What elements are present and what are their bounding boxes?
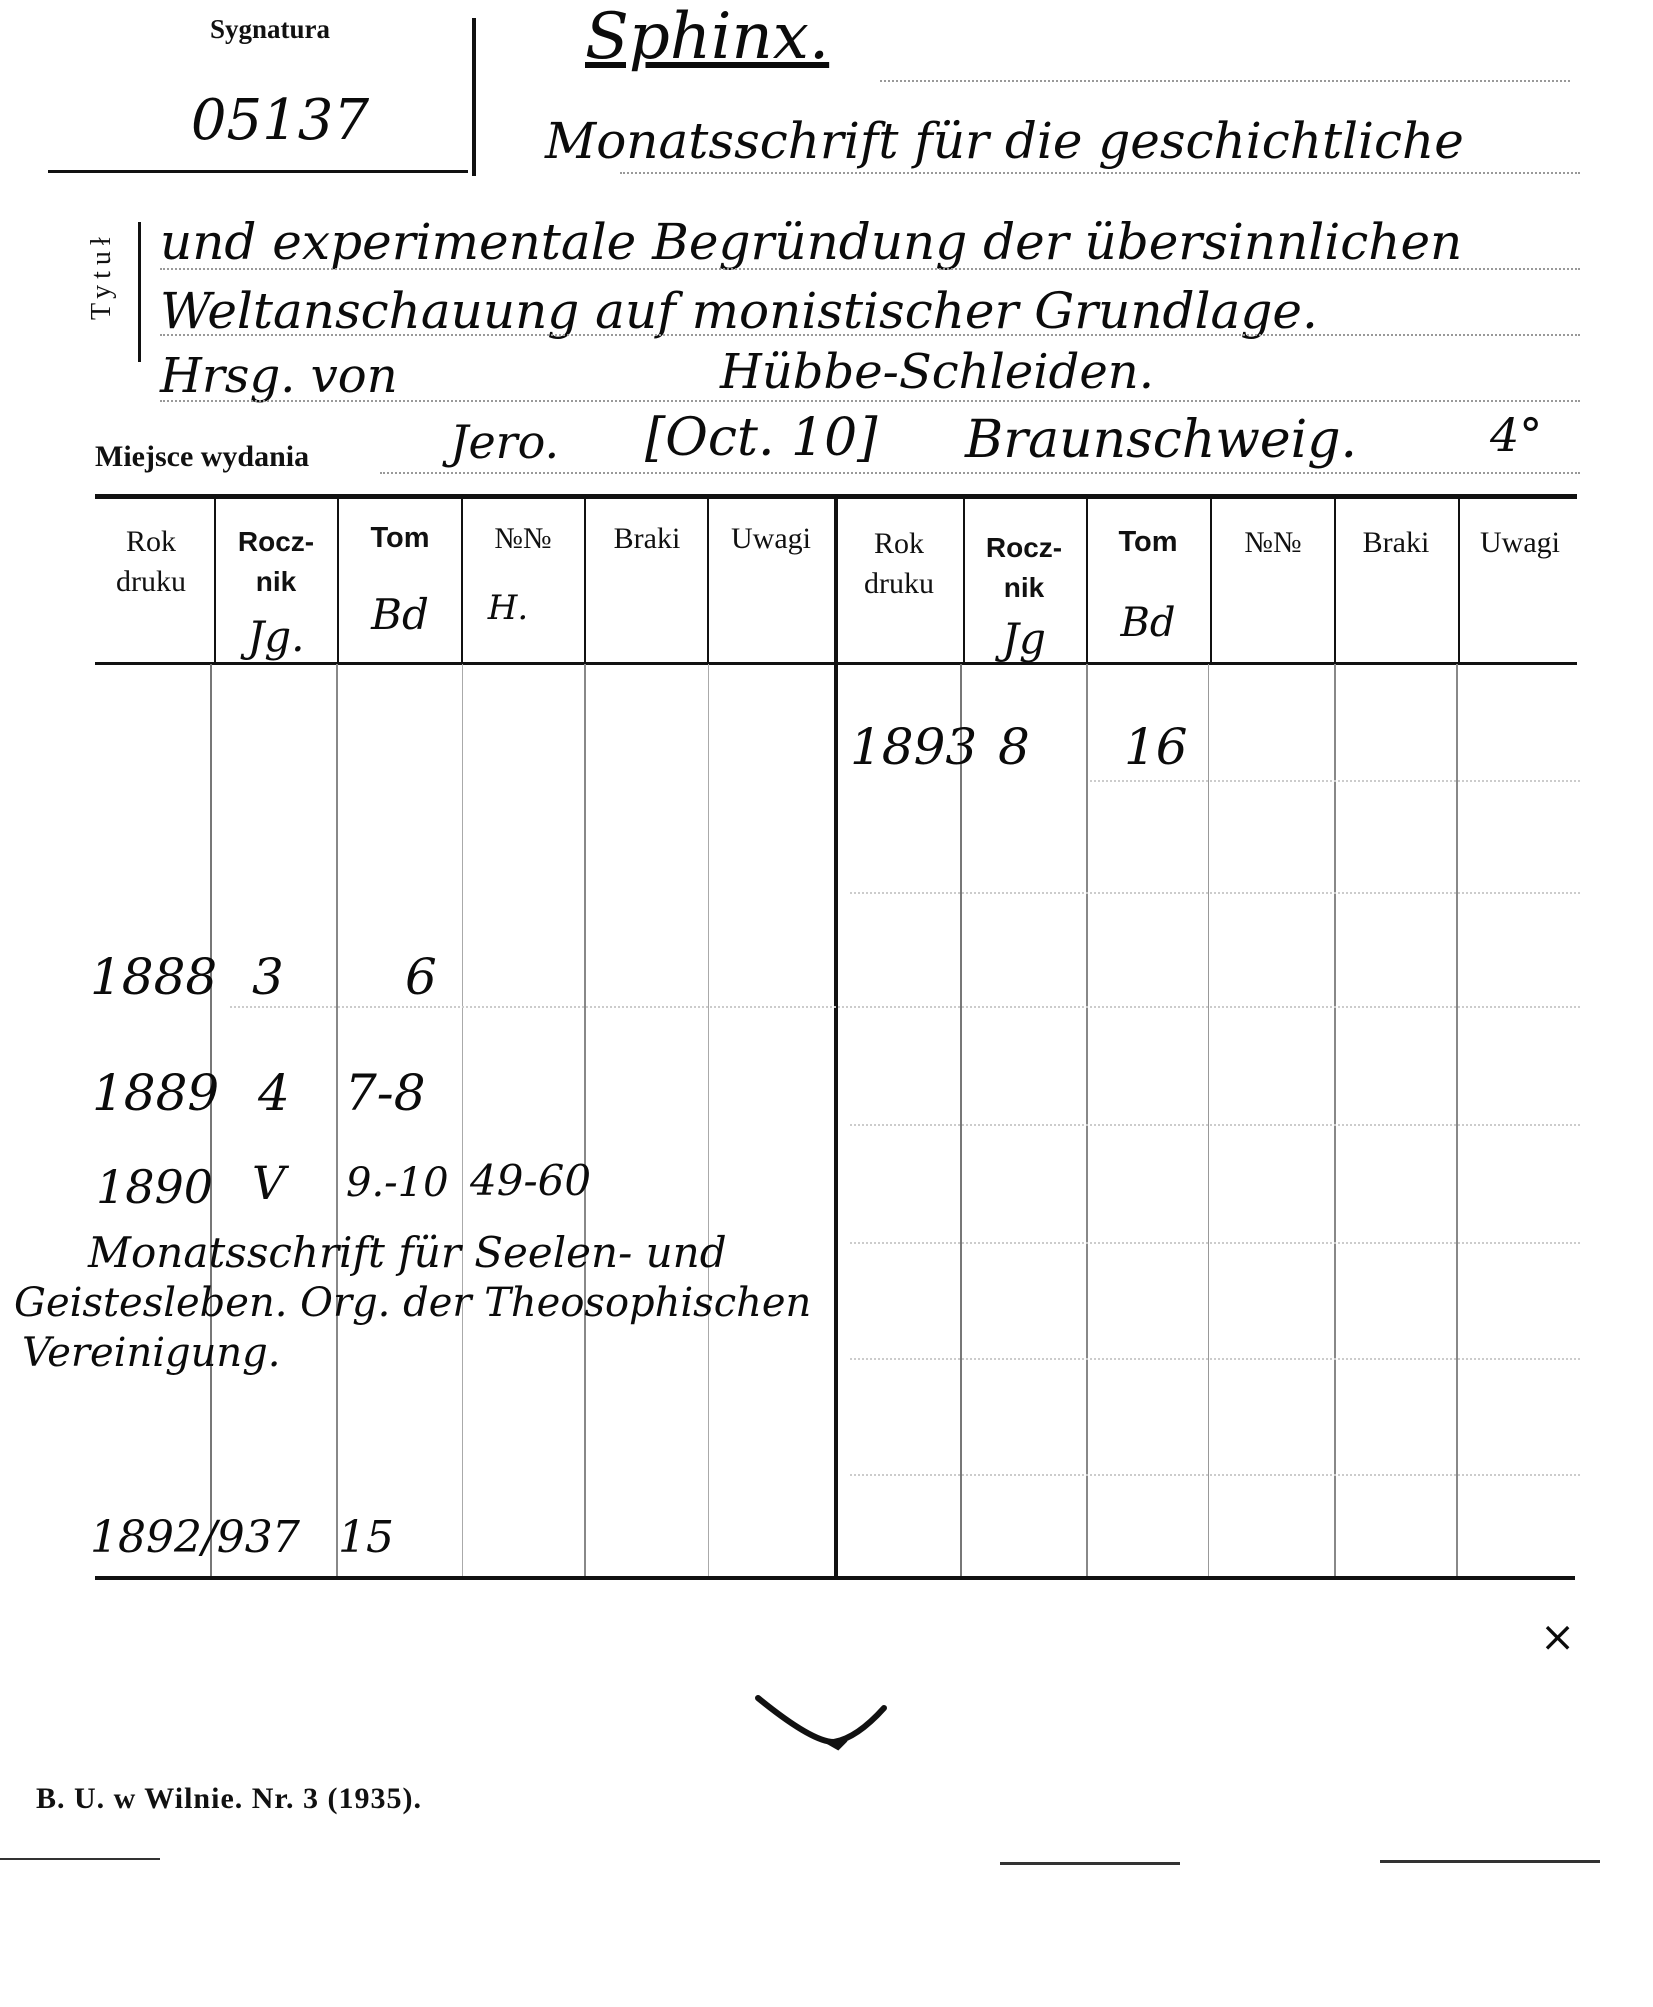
row-rocznik: 8: [998, 718, 1030, 776]
column-separator: [1334, 498, 1336, 664]
col-header-tom-hw-right: Bd: [1120, 600, 1176, 646]
guide-line: [620, 172, 1580, 174]
row-guide: [850, 1124, 1580, 1126]
column-separator: [337, 498, 339, 664]
col-header-tom: Tom: [370, 522, 430, 554]
row-rok: 1893: [850, 718, 978, 776]
body-separator: [960, 664, 962, 1576]
guide-line: [160, 400, 1580, 402]
col-header-rok-druku: Rok druku: [116, 525, 186, 598]
row-tom: 16: [1124, 718, 1188, 776]
row-guide: [850, 1474, 1580, 1476]
row-guide: [850, 892, 1580, 894]
row-rok: 1890: [96, 1160, 214, 1214]
row-rok: 1892/93: [90, 1512, 273, 1563]
title-line-4: Hrsg. von: [160, 348, 398, 404]
row-guide: [1090, 780, 1580, 782]
body-separator: [336, 664, 338, 1576]
col-header-rocznik-hw-right: Jg: [1002, 614, 1046, 663]
note-line-1: Monatsschrift für Seelen- und: [88, 1228, 727, 1277]
title-editor: Hübbe-Schleiden.: [720, 344, 1154, 400]
row-rok: 1889: [92, 1064, 220, 1122]
column-separator: [584, 498, 586, 664]
bottom-edge-line: [1380, 1860, 1600, 1863]
guide-line: [160, 334, 1580, 336]
column-separator: [214, 498, 216, 664]
check-mark-icon: [752, 1690, 892, 1760]
tytul-bracket: [138, 222, 141, 362]
body-separator: [584, 664, 586, 1576]
col-header-numery-hw: H.: [487, 588, 529, 628]
row-numery: 49-60: [470, 1156, 592, 1205]
note-line-3: Vereinigung.: [22, 1330, 281, 1376]
guide-line: [160, 268, 1580, 270]
bottom-edge-line: [1000, 1862, 1180, 1865]
miejsce-format: 4°: [1490, 408, 1543, 462]
col-header-rocznik: Rocz- nik: [237, 526, 315, 597]
col-header-rok-druku-right: Rok druku: [864, 527, 934, 600]
tytul-label: Tytuł: [86, 231, 117, 320]
row-tom: 6: [405, 948, 437, 1006]
row-guide: [850, 1242, 1580, 1244]
sygnatura-label: Sygnatura: [209, 14, 331, 44]
miejsce-city: Braunschweig.: [965, 410, 1358, 470]
sygnatura-divider: [472, 18, 476, 176]
column-separator: [963, 498, 965, 664]
col-header-braki: Braki: [613, 522, 681, 555]
row-rocznik: 3: [252, 948, 284, 1006]
body-separator: [1086, 664, 1088, 1576]
miejsce-label: Miejsce wydania: [95, 440, 310, 473]
body-separator: [1208, 664, 1209, 1576]
note-line-2: Geistesleben. Org. der Theosophischen: [14, 1280, 812, 1326]
body-separator: [1456, 664, 1458, 1576]
title-main: Sphinx.: [585, 0, 830, 74]
miejsce-bracket: [Oct. 10]: [645, 408, 878, 468]
col-header-braki-right: Braki: [1362, 526, 1430, 559]
row-rok: 1888: [90, 948, 218, 1006]
miejsce-prefix: Jero.: [450, 415, 560, 469]
col-header-rocznik-right: Rocz- nik: [985, 532, 1063, 603]
bottom-edge-line: [0, 1858, 160, 1860]
col-header-uwagi-right: Uwagi: [1480, 526, 1560, 559]
x-mark: ×: [1540, 1612, 1576, 1661]
row-rocznik: V: [252, 1156, 286, 1210]
sygnatura-value: 05137: [190, 88, 370, 153]
column-separator: [707, 498, 709, 664]
body-separator: [1334, 664, 1336, 1576]
column-separator: [1210, 498, 1212, 664]
col-header-uwagi: Uwagi: [731, 522, 811, 555]
row-tom: 15: [338, 1512, 394, 1563]
guide-line: [880, 80, 1570, 82]
title-line-3: Weltanschauung auf monistischer Grundlage.: [160, 282, 1318, 340]
col-header-numery-right: №№: [1244, 526, 1302, 559]
column-separator: [1458, 498, 1460, 664]
column-separator: [461, 498, 463, 664]
title-line-2: und experimentale Begründung der übersinnlichen: [160, 213, 1463, 271]
row-rocznik: 4: [258, 1064, 290, 1122]
col-header-numery: №№: [494, 522, 552, 555]
footer-imprint: B. U. w Wilnie. Nr. 3 (1935).: [36, 1782, 422, 1815]
row-tom: 7-8: [345, 1064, 426, 1122]
guide-line: [380, 472, 1580, 474]
body-separator: [708, 664, 709, 1576]
col-header-tom-right: Tom: [1118, 526, 1178, 558]
row-guide: [850, 1358, 1580, 1360]
row-rocznik: 7: [272, 1512, 300, 1563]
row-guide: [230, 1006, 1580, 1008]
row-tom: 9.-10: [346, 1160, 449, 1206]
col-header-tom-hw: Bd: [371, 590, 429, 639]
column-separator: [1086, 498, 1088, 664]
sygnatura-underline: [48, 170, 468, 173]
title-line-1: Monatsschrift für die geschichtliche: [545, 112, 1464, 170]
body-separator: [462, 664, 463, 1576]
col-header-rocznik-hw: Jg.: [247, 612, 305, 661]
center-divider: [834, 498, 838, 1578]
